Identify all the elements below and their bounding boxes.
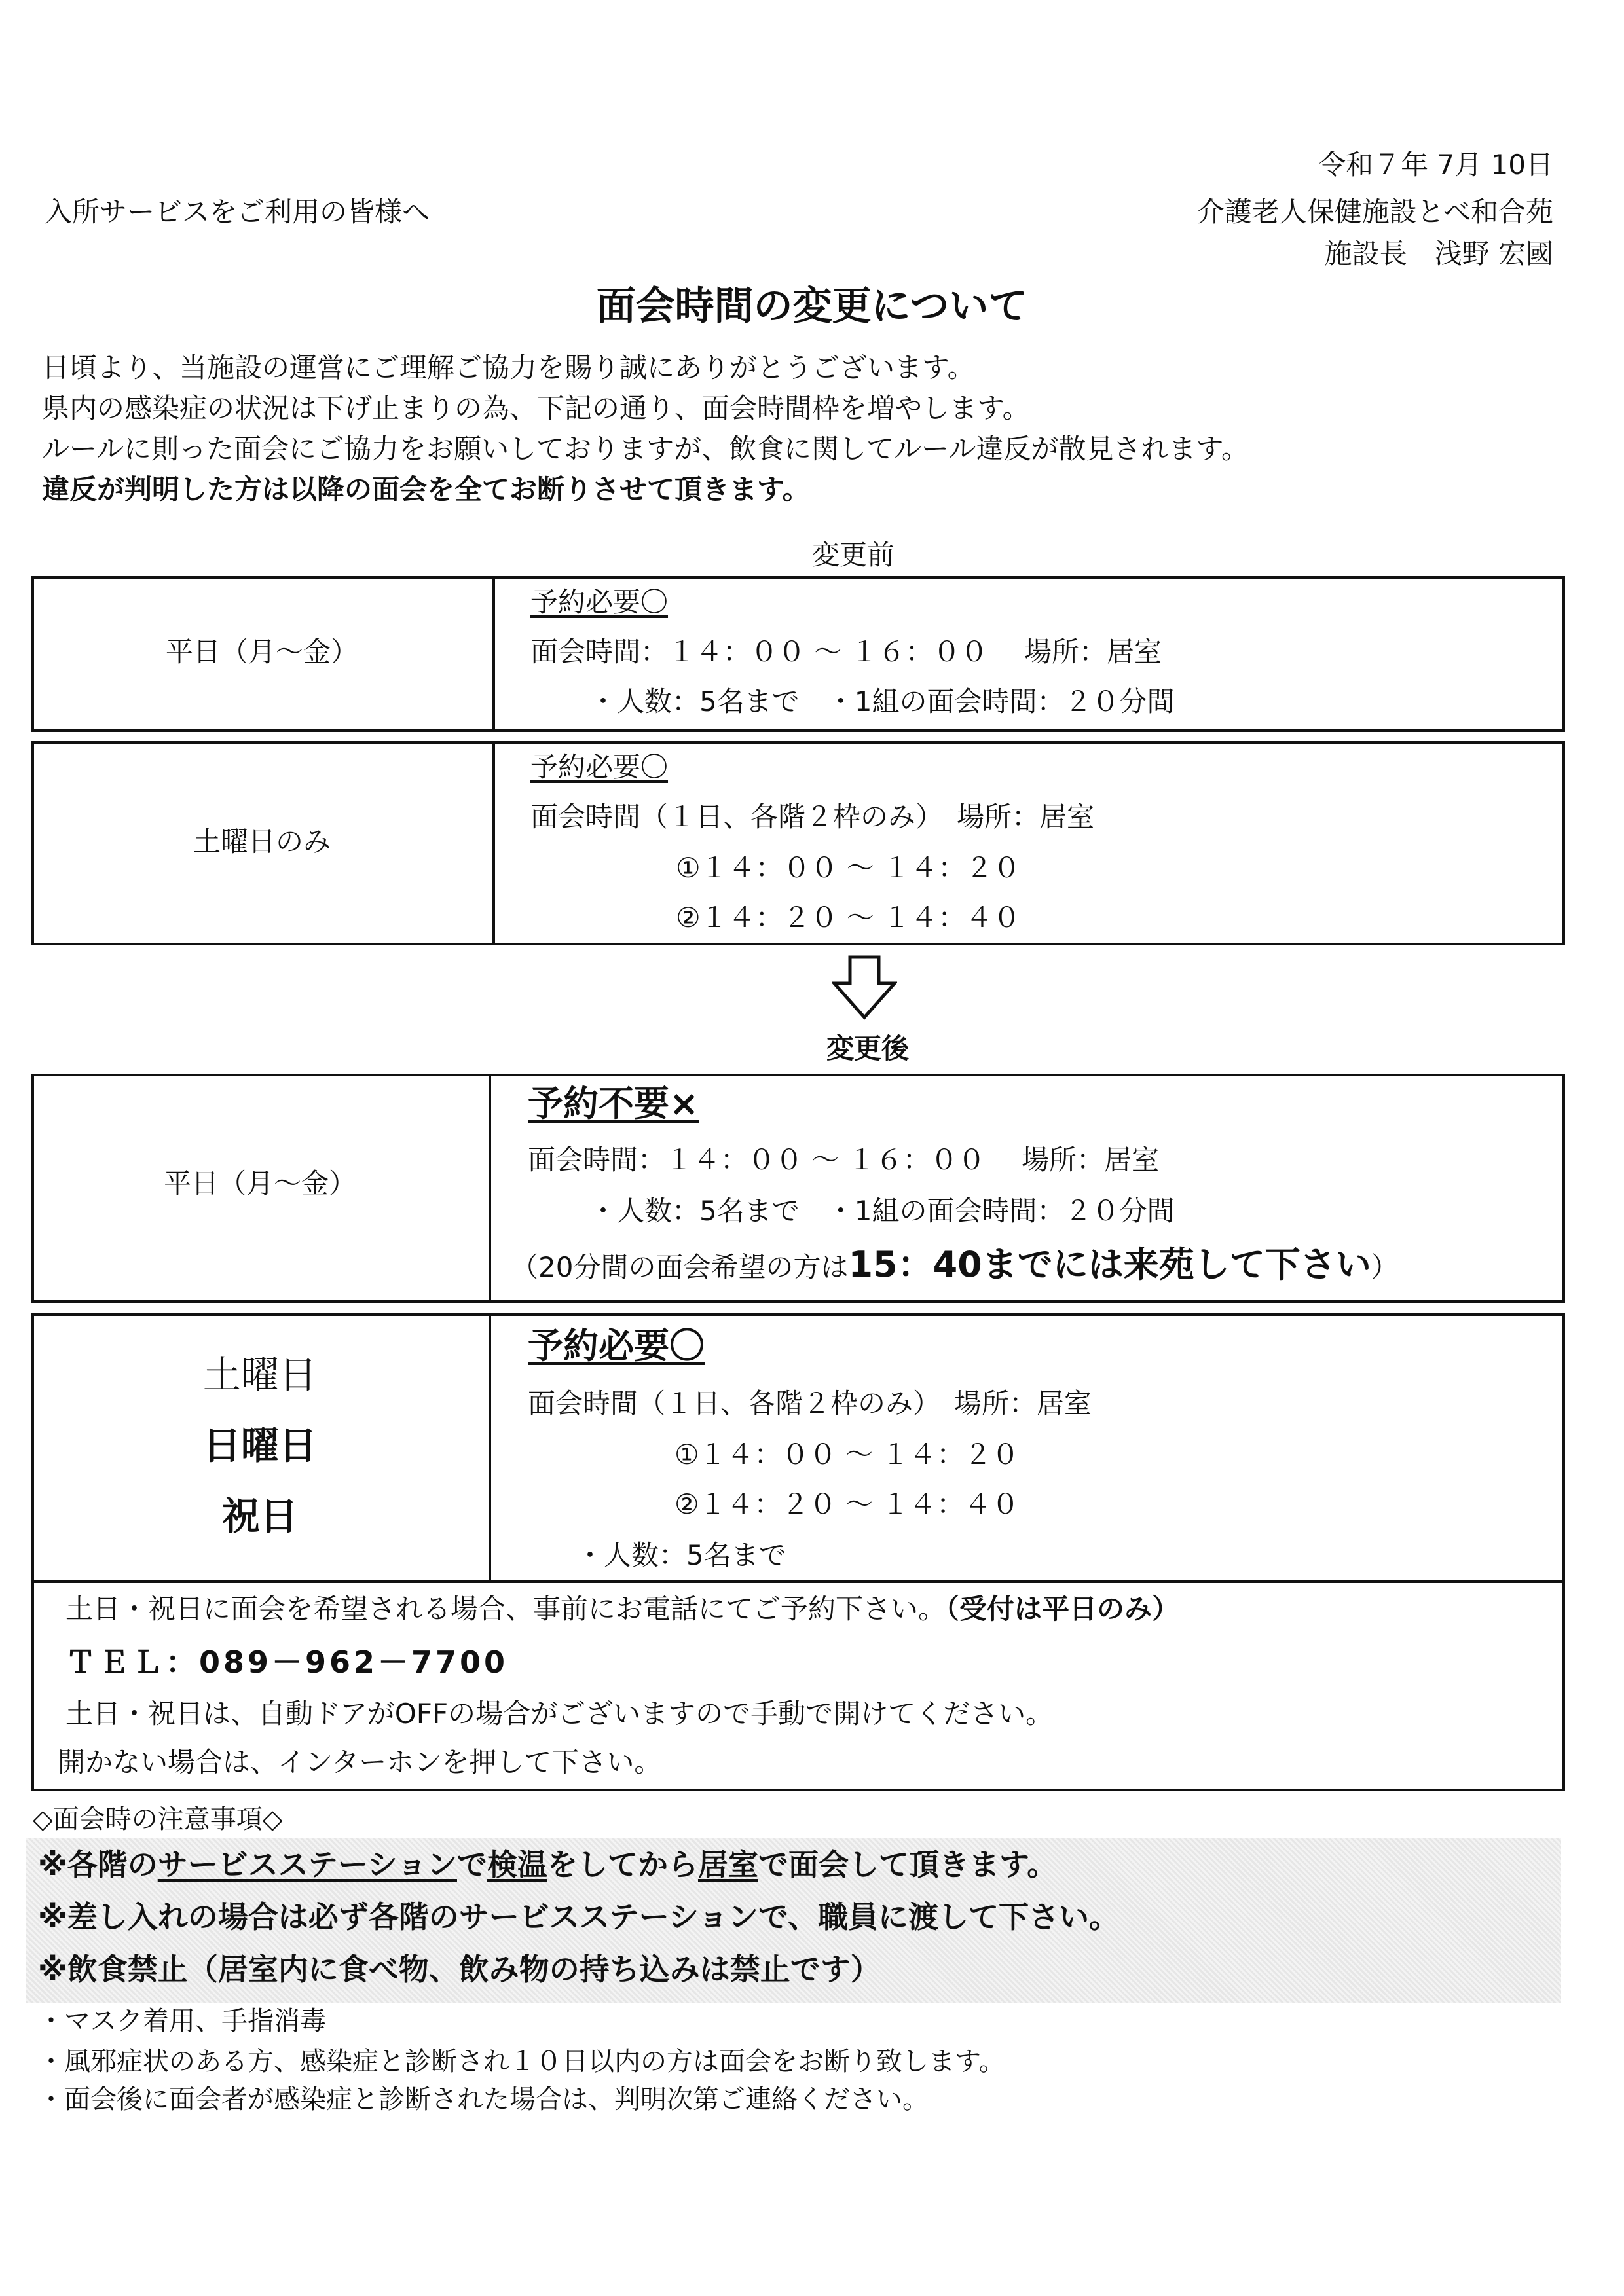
after-weekday-reservation: 予約不要× [528, 1083, 699, 1124]
before-weekday-time: 面会時間：１４：００ ～ １６：００ 場所：居室 [530, 636, 1162, 668]
divider [489, 1074, 491, 1303]
notes-heading: ◇面会時の注意事項◇ [33, 1804, 283, 1834]
after-weekday-time: 面会時間：１４：００ ～ １６：００ 場所：居室 [528, 1144, 1160, 1176]
before-saturday-label: 土曜日のみ [193, 826, 331, 858]
before-saturday-slot-1: ①１４：００ ～ １４：２０ [676, 852, 1021, 884]
note-1-part: で [456, 1847, 487, 1882]
after-weekday-note-emphasis: 15：40までには来苑して下さい [848, 1244, 1371, 1285]
divider [492, 576, 495, 732]
document-date: 令和７年 7月 10日 [1318, 149, 1553, 181]
note-1-part: ※各階の [38, 1847, 158, 1882]
divider [31, 1580, 1565, 1583]
note-1-temperature-check: 検温 [487, 1847, 547, 1882]
director-name: 施設長 浅野 宏國 [1324, 238, 1553, 270]
after-weekend-time: 面会時間（１日、各階２枠のみ） 場所：居室 [528, 1387, 1092, 1419]
divider [489, 1313, 491, 1582]
note-3: ※飲食禁止（居室内に食べ物、飲み物の持ち込みは禁止です） [38, 1952, 881, 1987]
after-weekend-people: ・人数：5名まで [576, 1539, 786, 1571]
note-4: ・マスク着用、手指消毒 [38, 2006, 326, 2036]
after-weekday-detail: ・人数：5名まで ・1組の面会時間：２０分間 [589, 1195, 1175, 1227]
down-arrow-icon [832, 955, 897, 1020]
note-1 [38, 1844, 1057, 1886]
after-weekday-note [511, 1244, 1399, 1288]
after-heading: 変更後 [826, 1032, 910, 1065]
after-weekend-slot-2: ②１４：２０ ～ １４：４０ [674, 1488, 1020, 1520]
note-6: ・面会後に面会者が感染症と診断された場合は、判明次第ご連絡ください。 [38, 2085, 929, 2115]
recipient-line: 入所サービスをご利用の皆様へ [45, 196, 430, 228]
before-saturday-time: 面会時間（１日、各階２枠のみ） 場所：居室 [530, 801, 1095, 833]
page-title: 面会時間の変更について [596, 283, 1028, 329]
contact-intercom-note: 開かない場合は、インターホンを押して下さい。 [58, 1746, 662, 1778]
after-weekday-note-prefix: （20分間の面会希望の方は [511, 1251, 849, 1283]
before-saturday-slot-2: ②１４：２０ ～ １４：４０ [676, 902, 1021, 934]
facility-name: 介護老人保健施設とべ和合苑 [1196, 196, 1553, 228]
intro-line-2: 県内の感染症の状況は下げ止まりの為、下記の通り、面会時間枠を増やします。 [42, 392, 1030, 424]
contact-phone-number[interactable]: ＴＥＬ：089－962－7700 [65, 1645, 509, 1680]
before-weekday-detail: ・人数：5名まで ・1組の面会時間：２０分間 [589, 685, 1175, 718]
contact-auto-door-note: 土日・祝日は、自動ドアがOFFの場合がございますので手動で開けてください。 [65, 1698, 1054, 1730]
after-weekend-label-saturday: 土曜日 [202, 1353, 317, 1397]
before-weekday-label: 平日（月～金） [165, 636, 358, 668]
before-weekday-reservation: 予約必要〇 [530, 586, 669, 618]
after-weekend-label-sunday: 日曜日 [202, 1423, 317, 1468]
divider [492, 741, 495, 945]
contact-reservation-line [65, 1591, 1179, 1628]
note-2: ※差し入れの場合は必ず各階のサービスステーションで、職員に渡して下さい。 [38, 1899, 1120, 1935]
note-5: ・風邪症状のある方、感染症と診断され１０日以内の方は面会をお断り致します。 [38, 2047, 1005, 2077]
after-weekend-slot-1: ①１４：００ ～ １４：２０ [674, 1438, 1020, 1470]
intro-line-3: ルールに則った面会にご協力をお願いしておりますが、飲食に関してルール違反が散見されます。 [42, 433, 1249, 465]
after-weekend-label-holiday: 祝日 [221, 1494, 298, 1539]
before-heading: 変更前 [812, 539, 895, 571]
contact-reservation-weekday-only: （受付は平日のみ） [946, 1593, 1180, 1625]
contact-reservation-text: 土日・祝日に面会を希望される場合、事前にお電話にてご予約下さい。 [65, 1593, 946, 1625]
before-saturday-reservation: 予約必要〇 [530, 751, 669, 783]
after-weekday-label: 平日（月～金） [163, 1167, 356, 1199]
note-1-part: で面会して頂きます。 [758, 1847, 1058, 1882]
note-1-part: をしてから [547, 1847, 698, 1882]
note-1-service-station: サービスステーション [157, 1847, 457, 1882]
intro-line-4-warning: 違反が判明した方は以降の面会を全てお断りさせて頂きます。 [42, 473, 810, 505]
note-1-room: 居室 [697, 1847, 758, 1882]
after-weekday-note-suffix: ） [1371, 1251, 1399, 1283]
intro-line-1: 日頃より、当施設の運営にご理解ご協力を賜り誠にありがとうございます。 [42, 352, 975, 384]
after-weekend-reservation: 予約必要〇 [528, 1325, 705, 1366]
